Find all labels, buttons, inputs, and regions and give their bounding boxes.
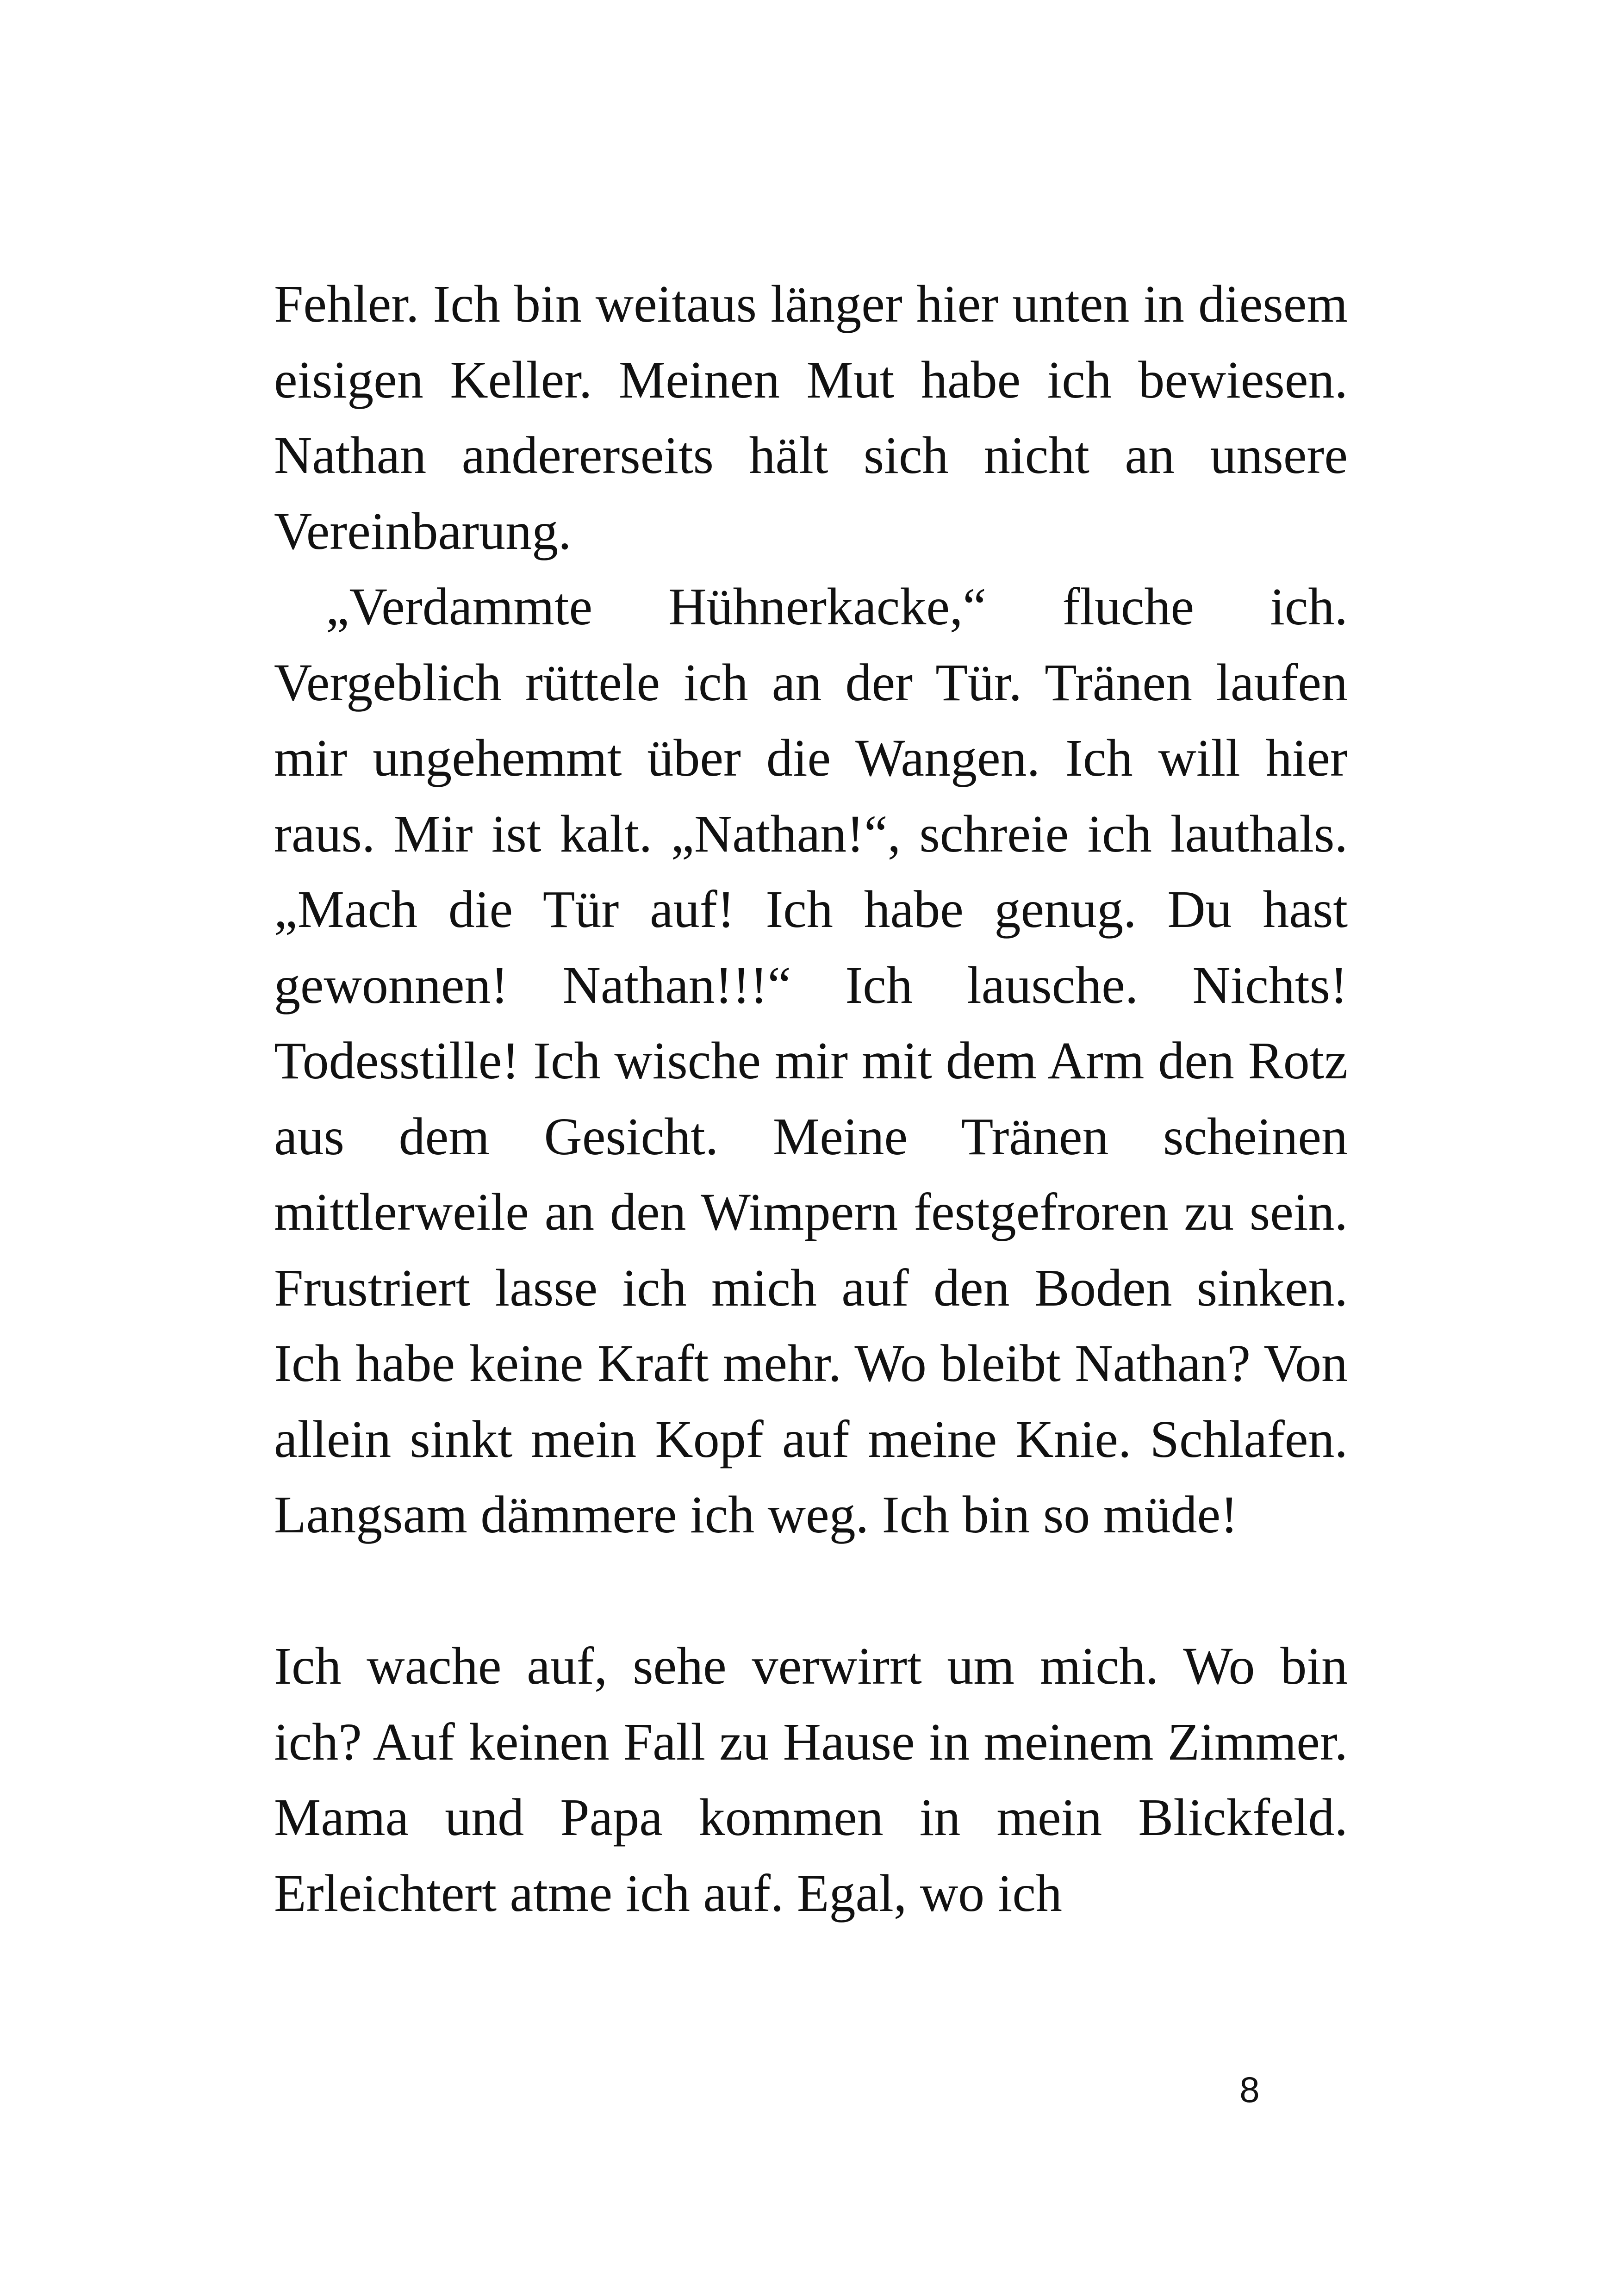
paragraph-2: „Verdammte Hühnerkacke,“ fluche ich. Vergeblich rüttele ich an der Tür. Tränen laufen mir ungehemmt über die Wangen. Ich will hier raus. Mir ist kalt. „Nathan!“, schreie ich lauthals. „Mach die Tür auf! Ich habe genug. Du hast gewonnen! Nathan!!!“ Ich lausche. Nichts! Todesstille! Ich wische mir mit dem Arm den Rotz aus dem Gesicht. Meine Tränen scheinen mittlerweile an den Wimpern festgefroren zu sein. Frustriert lasse ich mich auf den Boden sinken. Ich habe keine Kraft mehr. Wo bleibt Nathan? Von allein sinkt mein Kopf auf meine Knie. Schlafen. Langsam dämmere ich weg. Ich bin so müde! [274, 577, 1348, 1544]
paragraph-1: Fehler. Ich bin weitaus länger hier unten in diesem eisigen Keller. Meinen Mut habe ich bewiesen. Nathan andererseits hält sich nicht an unsere Vereinbarung. [274, 274, 1348, 560]
page-number: 8 [1239, 2069, 1260, 2110]
paragraph-3: Ich wache auf, sehe verwirrt um mich. Wo bin ich? Auf keinen Fall zu Hause in meinem Zimmer. Mama und Papa kommen in mein Blickfeld. Erleichtert atme ich auf. Egal, wo ich [274, 1636, 1348, 1923]
body-text [274, 266, 1348, 1931]
